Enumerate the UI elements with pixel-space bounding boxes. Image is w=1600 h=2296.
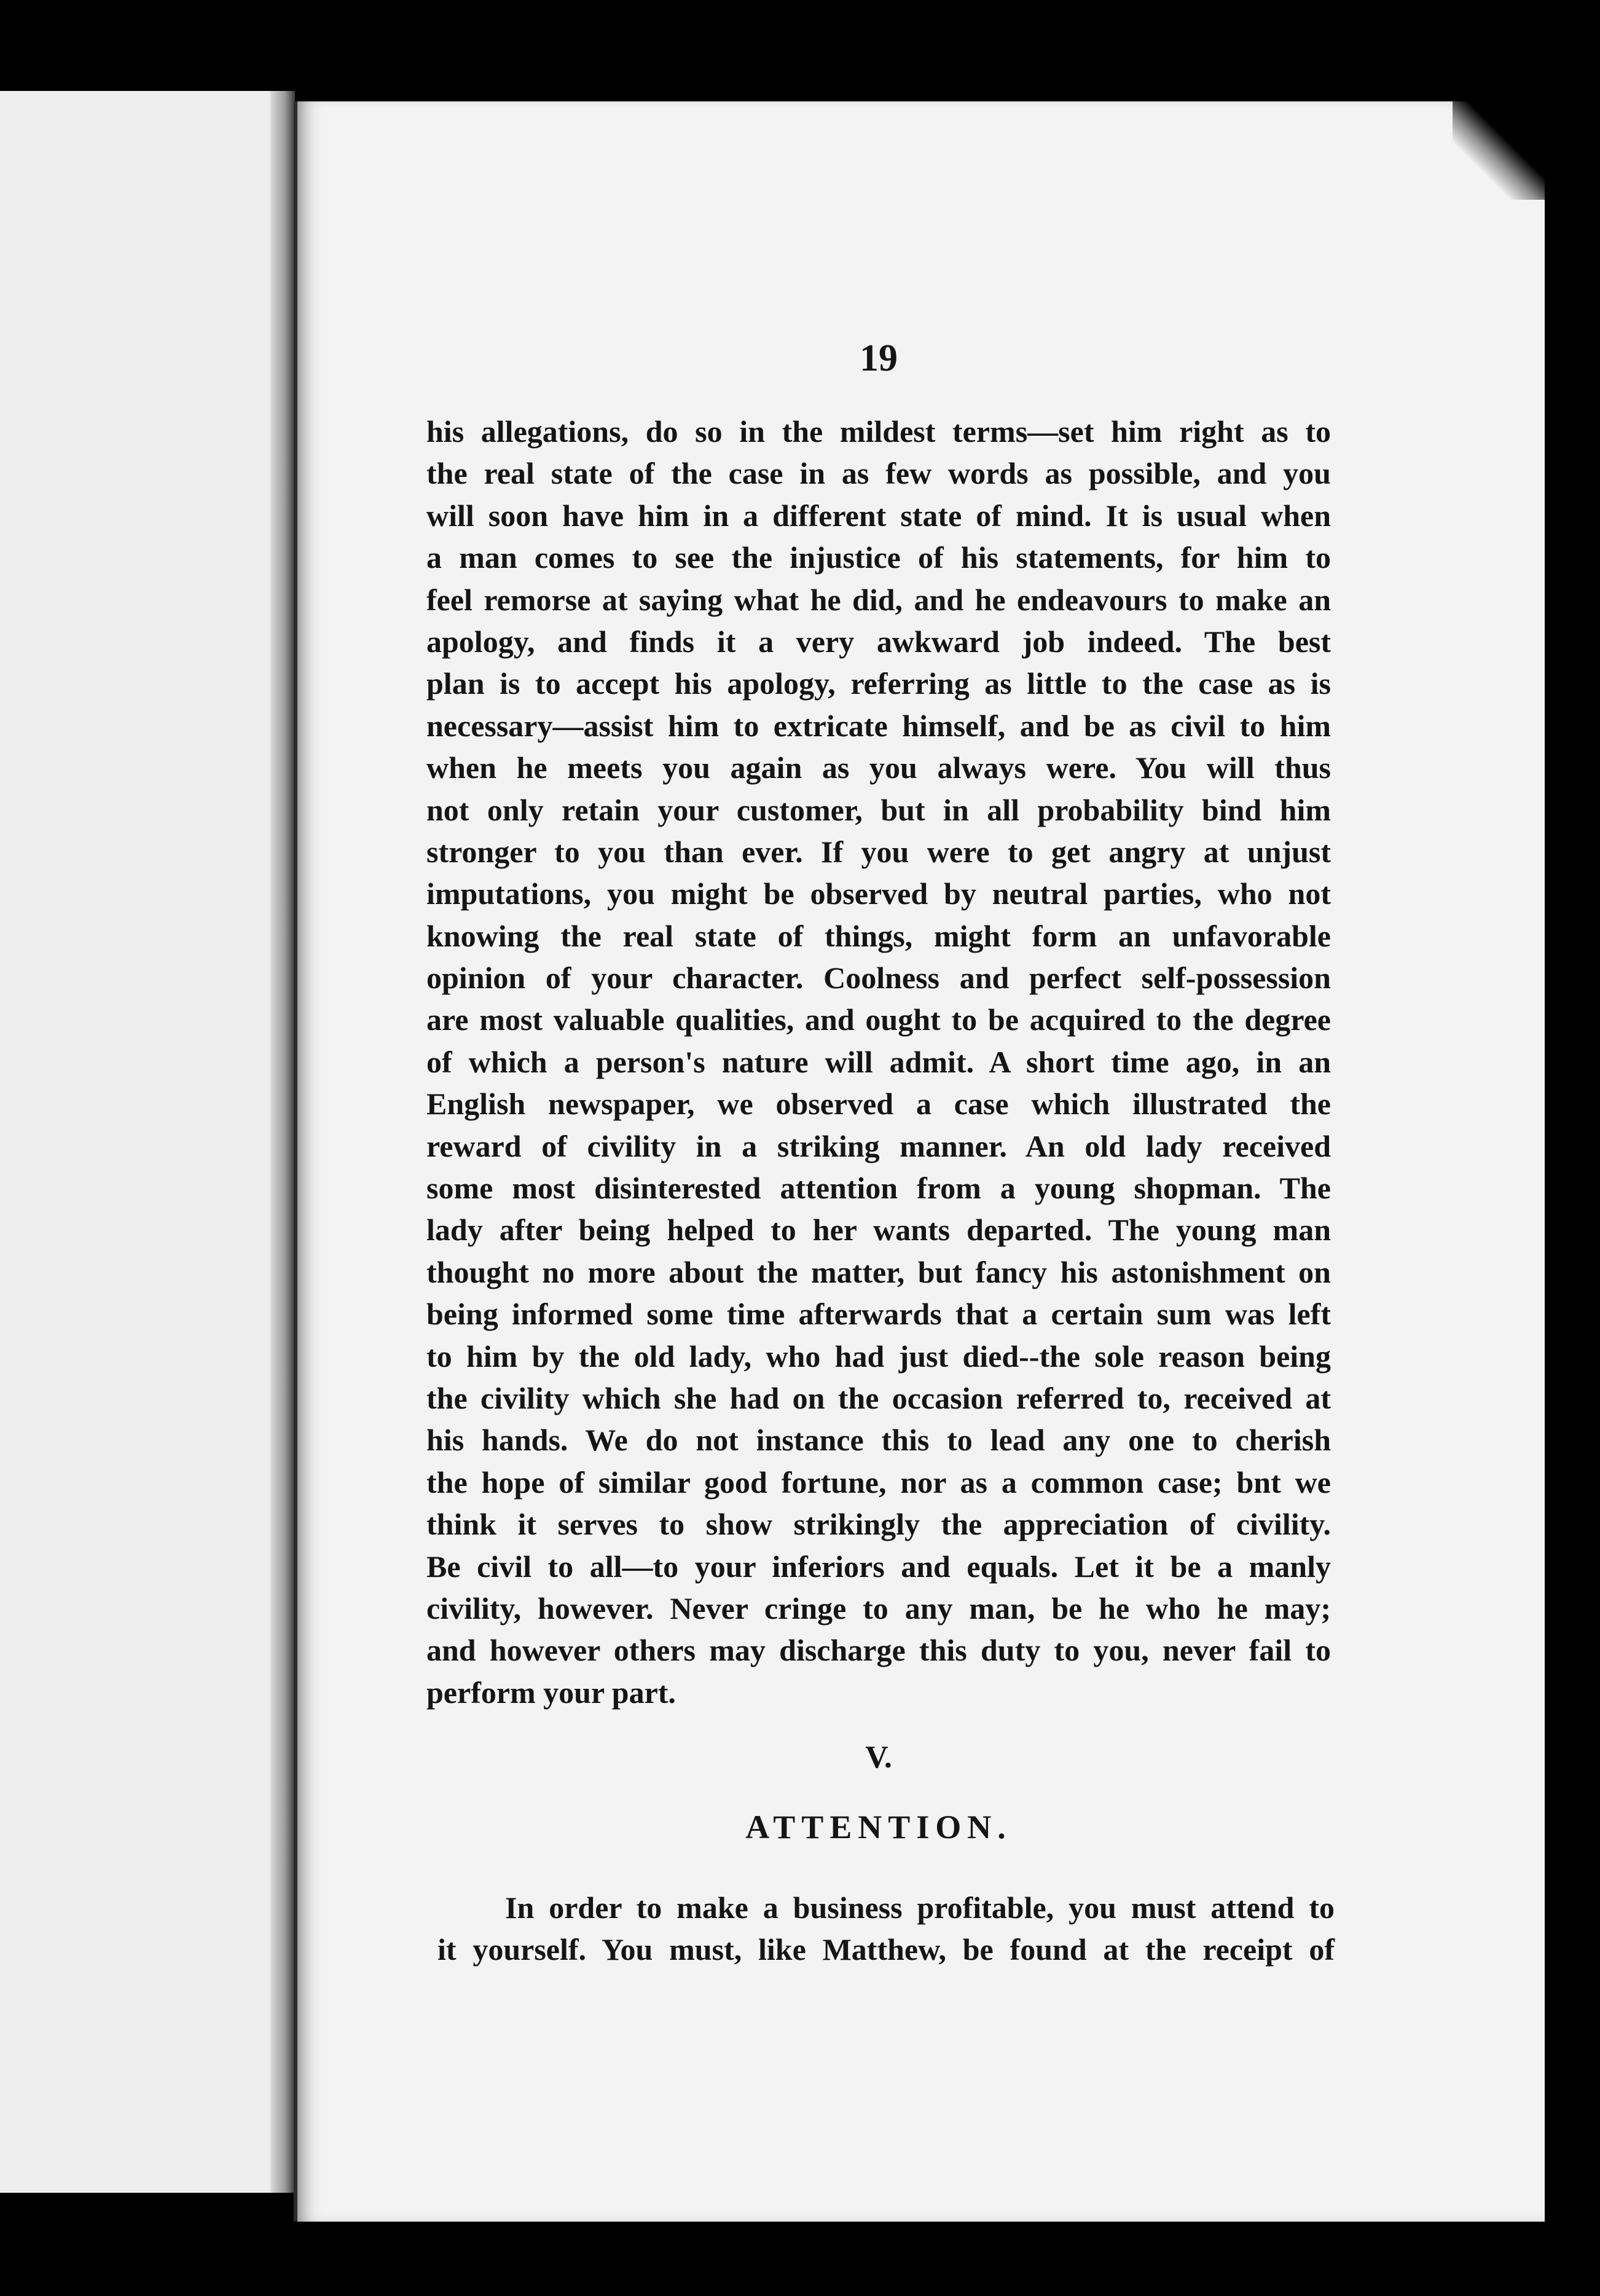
text-line: his hands. We do not instance this to lead any one to cherish (426, 1423, 1331, 1458)
text-line: In order to make a business profitable, you must attend to (505, 1890, 1335, 1925)
text-line: to him by the old lady, who had just died--the sole reason being (426, 1339, 1331, 1374)
text-line: the civility which she had on the occasion referred to, received at (426, 1380, 1331, 1415)
text-line: some most disinterested attention from a young shopman. The (426, 1171, 1331, 1206)
text-line: are most valuable qualities, and ought to be acquired to the degree (426, 1002, 1331, 1037)
left-facing-page (0, 91, 289, 2193)
text-line: thought no more about the matter, but fancy his astonishment on (426, 1254, 1331, 1289)
text-line: stronger to you than ever. If you were to get angry at unjust (426, 834, 1331, 869)
text-line: reward of civility in a striking manner. An old lady received (426, 1128, 1331, 1163)
text-line: being informed some time afterwards that a certain sum was left (426, 1297, 1331, 1332)
text-line: apology, and finds it a very awkward job indeed. The best (426, 624, 1331, 659)
text-line: necessary—assist him to extricate himself, and be as civil to him (426, 708, 1331, 743)
text-line: English newspaper, we observed a case which illustrated the (426, 1087, 1331, 1122)
section-title: ATTENTION. (745, 1809, 1012, 1846)
text-line: a man comes to see the injustice of his statements, for him to (426, 540, 1331, 575)
text-line: the real state of the case in as few words as possible, and you (426, 456, 1331, 491)
text-line: the hope of similar good fortune, nor as a common case; bnt we (426, 1464, 1331, 1500)
text-line: not only retain your customer, but in all probability bind him (426, 792, 1331, 827)
page-number: 19 (860, 337, 898, 379)
text-line: of which a person's nature will admit. A short time ago, in an (426, 1044, 1331, 1079)
section-text (437, 1887, 1335, 1970)
text-line: when he meets you again as you always were. You will thus (426, 750, 1331, 785)
page-curl-corner (1453, 101, 1545, 200)
text-line: plan is to accept his apology, referring as little to the case as is (426, 666, 1331, 701)
text-line: imputations, you might be observed by neutral parties, who not (426, 876, 1331, 911)
text-line: lady after being helped to her wants departed. The young man (426, 1213, 1331, 1248)
text-line: think it serves to show strikingly the appreciation of civility. (426, 1507, 1331, 1542)
text-line: civility, however. Never cringe to any man, be he who he may; (426, 1590, 1331, 1626)
text-line: feel remorse at saying what he did, and he endeavours to make an (426, 582, 1331, 617)
text-line: perform your part. (426, 1675, 676, 1710)
text-line: his allegations, do so in the mildest terms—set him right as to (426, 414, 1331, 449)
text-line: knowing the real state of things, might form an unfavorable (426, 918, 1331, 953)
body-text (426, 411, 1331, 1713)
text-line: and however others may discharge this duty to you, never fail to (426, 1633, 1331, 1668)
text-line: Be civil to all—to your inferiors and equals. Let it be a manly (426, 1549, 1331, 1584)
text-line: will soon have him in a different state of mind. It is usual when (426, 498, 1331, 533)
section-number: V. (865, 1740, 892, 1775)
text-line: opinion of your character. Coolness and perfect self-possession (426, 961, 1331, 996)
book-gutter (270, 91, 295, 2193)
text-line: it yourself. You must, like Matthew, be found at the receipt of (437, 1932, 1335, 1967)
